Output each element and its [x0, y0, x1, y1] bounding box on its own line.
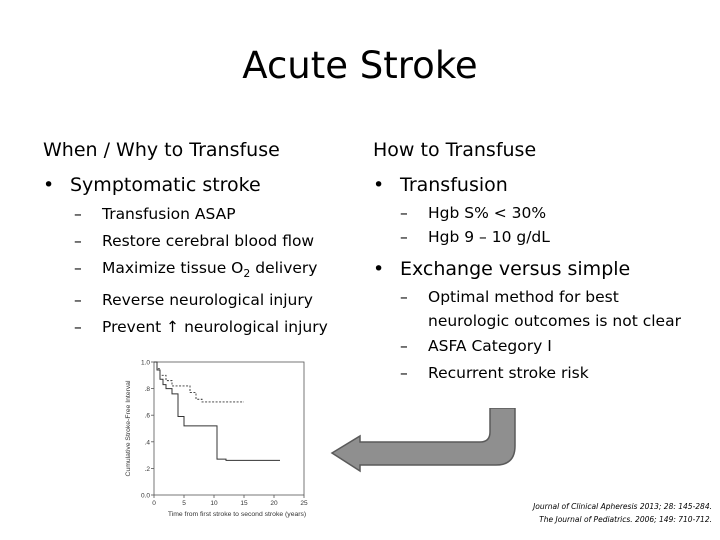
- left-bullet: [43, 173, 358, 197]
- citation-line-2: The Journal of Pediatrics. 2006; 149: 710-712.: [539, 515, 712, 524]
- y-tick-label: .6: [144, 412, 150, 420]
- left-heading: When / Why to Transfuse: [43, 139, 280, 161]
- x-axis-label: Time from first stroke to second stroke (years): [167, 511, 307, 518]
- bullet-dot: •: [373, 174, 385, 196]
- right-sub-list-1: [400, 201, 703, 249]
- y-tick-label: 1.0: [140, 359, 150, 367]
- list-item: – ASFA Category I: [400, 337, 552, 355]
- list-item: – Maximize tissue $O_2$ delivery: [74, 259, 318, 281]
- y-axis-label: Cumulative Stroke-Free Interval: [125, 380, 132, 477]
- y-tick-label: 0.0: [140, 492, 150, 500]
- list-item: – Restore cerebral blood flow: [74, 232, 315, 250]
- bullet-dot: •: [43, 174, 55, 196]
- list-item: – Transfusion ASAP: [74, 205, 236, 223]
- left-column: [43, 138, 358, 341]
- survival-chart: [112, 355, 327, 530]
- list-item: – Prevent ↑ neurological injury: [74, 318, 328, 337]
- bullet-dot: •: [373, 258, 385, 280]
- list-item: – Optimal method for best neurologic outcomes is not clear: [400, 288, 681, 330]
- right-bullet-2: • Exchange versus simple: [373, 258, 631, 280]
- y-tick-label: .8: [144, 386, 150, 394]
- subscript-2: 2: [243, 267, 251, 281]
- x-tick-label: 15: [240, 500, 248, 507]
- y-tick-label: .2: [144, 465, 150, 473]
- plot-frame: [154, 362, 304, 495]
- list-item: – Recurrent stroke risk: [400, 364, 589, 382]
- slide-title: Acute Stroke: [242, 44, 478, 87]
- x-tick-label: 0: [152, 500, 156, 507]
- x-tick-label: 5: [182, 500, 186, 507]
- series-line: [154, 362, 244, 402]
- list-item: – Hgb 9 – 10 g/dL: [400, 228, 550, 246]
- series-line: [154, 362, 280, 460]
- left-arrow-graphic: [330, 408, 520, 473]
- x-tick-label: 20: [270, 500, 278, 507]
- list-item: – Hgb S% < 30%: [400, 204, 547, 222]
- y-tick-label: .4: [144, 439, 150, 447]
- x-tick-label: 10: [210, 500, 218, 507]
- left-bullet-text: Symptomatic stroke: [70, 174, 261, 196]
- right-heading: How to Transfuse: [373, 139, 537, 161]
- right-column: [373, 138, 703, 387]
- citation: [533, 500, 712, 526]
- right-bullet-1: • Transfusion: [373, 174, 508, 196]
- list-item: – Reverse neurological injury: [74, 291, 313, 310]
- x-tick-label: 25: [300, 500, 308, 507]
- left-sub-list: [74, 201, 358, 341]
- right-sub-list-2: [400, 285, 703, 387]
- citation-line-1: Journal of Clinical Apheresis 2013; 28: 145-284.: [533, 502, 712, 511]
- arrow-shape: [332, 408, 515, 471]
